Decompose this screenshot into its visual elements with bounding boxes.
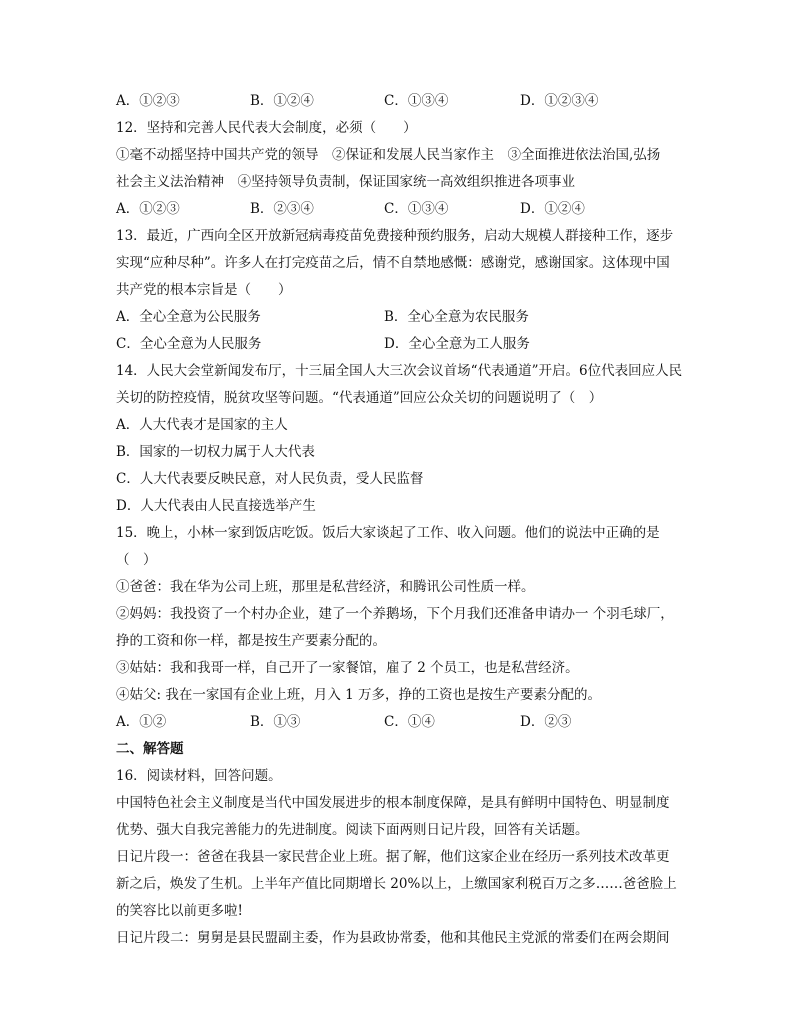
q15-item4: ④姑父: 我在一家国有企业上班，月入 1 万多，挣的工资也是按生产要素分配的。 (116, 687, 602, 703)
q16-para2-line1: 日记片段一：爸爸在我县一家民营企业上班。据了解，他们这家企业在经历一系列技术改革更 (116, 849, 670, 865)
q13-option-c: C．全心全意为人民服务 (116, 336, 262, 352)
q16-para1-line1: 中国特色社会主义制度是当代中国发展进步的根本制度保障，是具有鲜明中国特色、明显制度 (116, 795, 670, 811)
q12-options (116, 196, 686, 223)
q13-options-row1 (116, 304, 686, 331)
q14-option-a: A．人大代表才是国家的主人 (116, 417, 288, 433)
q15-stem-line1: 15．晚上，小林一家到饭店吃饭。饭后大家谈起了工作、收入问题。他们的说法中正确的是 (116, 525, 660, 541)
q15-item3: ③姑姑：我和我哥一样，自己开了一家餐馆，雇了 2 个员工，也是私营经济。 (116, 660, 579, 676)
q13-stem-line1: 13．最近，广西向全区开放新冠病毒疫苗免费接种预约服务，启动大规模人群接种工作，逐步 (116, 228, 674, 244)
q13-option-d: D．全心全意为工人服务 (384, 336, 530, 352)
q15-item2-line1: ②妈妈：我投资了一个村办企业，建了一个养鹅场，下个月我们还准备申请办一 个羽毛球厂， (116, 606, 674, 622)
q12-items-line2: 社会主义法治精神 ④坚持领导负责制，保证国家统一高效组织推进各项事业 (116, 174, 575, 190)
q14-stem-line2: 关切的防控疫情，脱贫攻坚等问题。“代表通道”回应公众关切的问题说明了（ ） (116, 390, 603, 406)
q15-option-c: C．①④ (384, 714, 435, 730)
q16-para2-line3: 的笑容比以前更多啦! (116, 903, 243, 919)
q11-option-d: D．①②③④ (520, 93, 599, 109)
q14-option-b: B．国家的一切权力属于人大代表 (116, 444, 315, 460)
q15-options (116, 709, 686, 736)
q13-option-b: B．全心全意为农民服务 (384, 309, 529, 325)
q14-option-d: D．人大代表由人民直接选举产生 (116, 498, 316, 514)
q13-options-row2 (116, 331, 686, 358)
q15-stem-line2: （ ） (116, 552, 157, 568)
q13-option-a: A．全心全意为公民服务 (116, 309, 261, 325)
q11-option-b: B．①②④ (250, 93, 314, 109)
q13-stem-line2: 实现“应种尽种”。许多人在打完疫苗之后，情不自禁地感慨：感谢党，感谢国家。这体现中国 (116, 255, 670, 271)
q12-option-a: A．①②③ (116, 201, 180, 217)
q11-option-c: C．①③④ (384, 93, 449, 109)
q12-option-b: B．②③④ (250, 201, 314, 217)
q14-option-c: C．人大代表要反映民意，对人民负责，受人民监督 (116, 471, 424, 487)
q12-stem: 12．坚持和完善人民代表大会制度，必须（ ） (116, 120, 417, 136)
q15-item1: ①爸爸：我在华为公司上班，那里是私营经济，和腾讯公司性质一样。 (116, 579, 535, 595)
q12-option-c: C．①③④ (384, 201, 449, 217)
q11-options (116, 88, 686, 115)
q16-stem: 16．阅读材料，回答问题。 (116, 768, 282, 784)
section-heading: 二、解答题 (116, 741, 184, 757)
q16-para1-line2: 优势、强大自我完善能力的先进制度。阅读下面两则日记片段，回答有关话题。 (116, 822, 589, 838)
q16-para2-line2: 新之后，焕发了生机。上半年产值比同期增长 20%以上，上缴国家利税百万之多……爸爸脸上 (116, 876, 677, 892)
q16-para3-line1: 日记片段二：舅舅是县民盟副主委，作为县政协常委，他和其他民主党派的常委们在两会期间 (116, 930, 670, 946)
q12-option-d: D．①②④ (520, 201, 585, 217)
q11-option-a: A．①②③ (116, 93, 180, 109)
q15-option-d: D．②③ (520, 714, 572, 730)
q13-stem-line3: 共产党的根本宗旨是（ ） (116, 282, 292, 298)
q14-stem-line1: 14．人民大会堂新闻发布厅，十三届全国人大三次会议首场“代表通道”开启。6位代表回应人民 (116, 363, 683, 379)
exam-page (116, 88, 686, 952)
q15-option-a: A．①② (116, 714, 167, 730)
q15-option-b: B．①③ (250, 714, 301, 730)
q15-item2-line2: 挣的工资和你一样，都是按生产要素分配的。 (116, 633, 386, 649)
q12-items-line1: ①毫不动摇坚持中国共产党的领导 ②保证和发展人民当家作主 ③全面推进依法治国,弘扬 (116, 147, 661, 163)
